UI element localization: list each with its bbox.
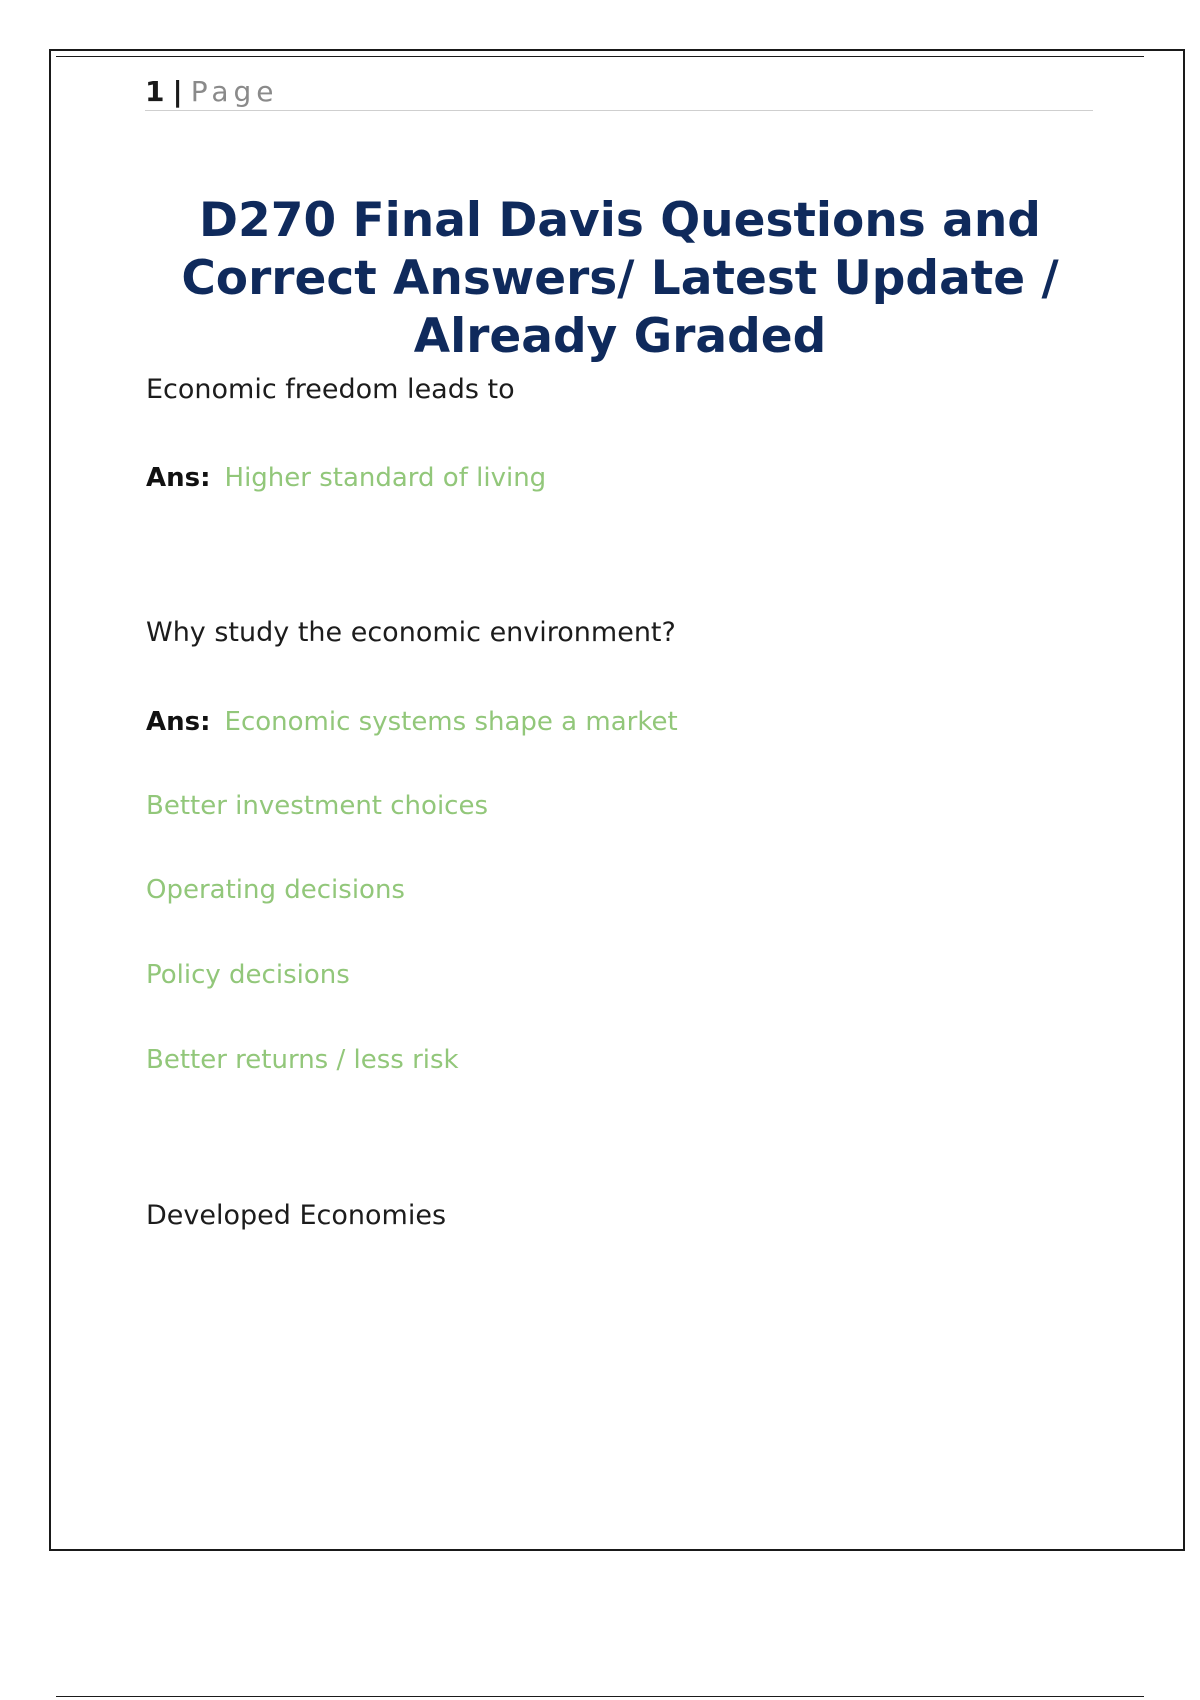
top-rule (56, 56, 1144, 57)
answer-text: Better investment choices (146, 791, 488, 821)
question-text: Economic freedom leads to (146, 374, 515, 405)
answer-text: Better returns / less risk (146, 1045, 459, 1075)
bottom-rule (56, 1696, 1144, 1697)
answer-text: Economic systems shape a market (224, 707, 678, 737)
answer-line (146, 705, 678, 739)
page-separator: | (172, 75, 183, 108)
question-text: Developed Economies (146, 1200, 447, 1231)
answer-label: Ans: (146, 463, 211, 493)
answer-line (146, 461, 546, 495)
answer-label: Ans: (146, 707, 211, 737)
page-label: Page (190, 75, 279, 108)
answer-text: Operating decisions (146, 875, 405, 905)
page-header (145, 74, 1093, 111)
answer-text: Higher standard of living (224, 463, 547, 493)
document-title: D270 Final Davis Questions and Correct Answers/ Latest Update / Already Graded (181, 193, 1059, 364)
question-text: Why study the economic environment? (146, 617, 676, 648)
answer-text: Policy decisions (146, 960, 350, 990)
page-number: 1 (145, 75, 165, 108)
